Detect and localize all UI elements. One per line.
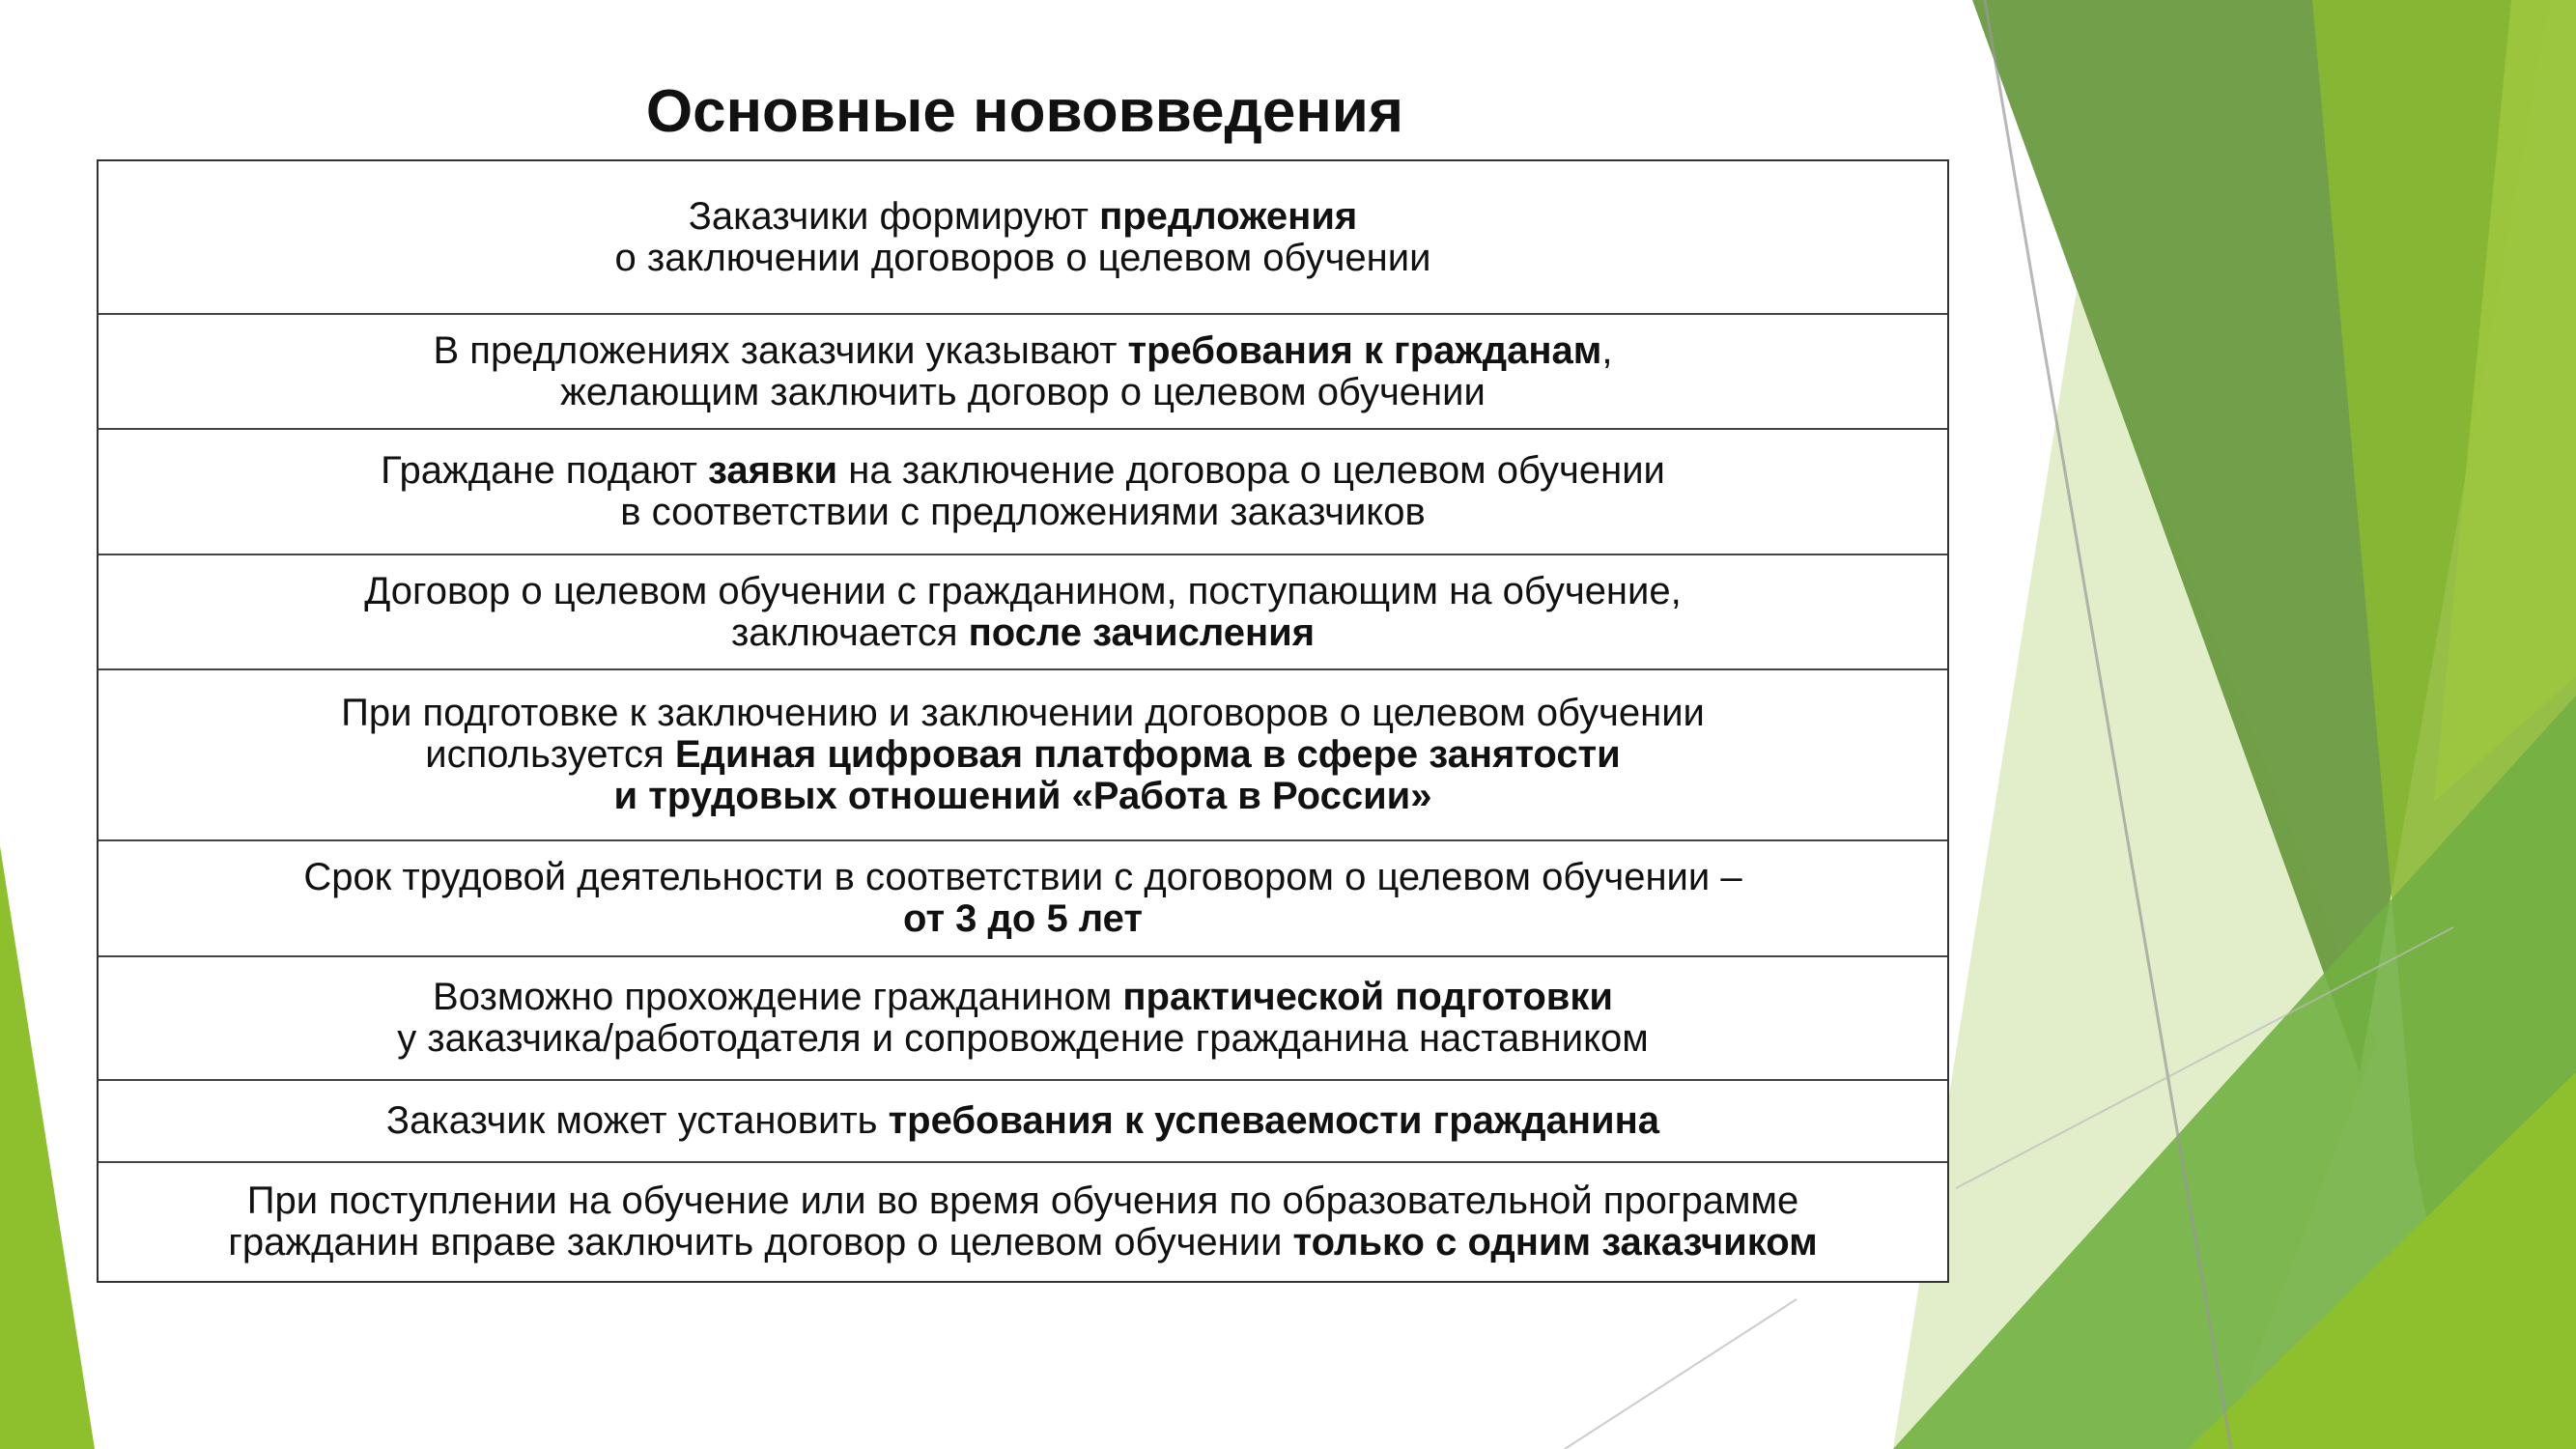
row-bold-text: заявки <box>707 449 838 492</box>
row-text: о заключении договоров о целевом обучении <box>614 236 1431 279</box>
table-row <box>99 313 1947 428</box>
table-row <box>99 668 1947 839</box>
row-text: , <box>1601 328 1613 372</box>
row-text: Договор о целевом обучении с гражданином, поступающим на обучение, <box>364 569 1682 612</box>
table-row <box>99 1161 1947 1281</box>
table-row <box>99 161 1947 313</box>
row-text: Срок трудовой деятельности в соответствии с договором о целевом обучении – <box>303 856 1742 898</box>
row-text: используется <box>425 733 675 776</box>
row-bold-text: и трудовых отношений «Работа в России» <box>613 775 1432 817</box>
left-green-shape <box>0 846 95 1449</box>
row-bold-text: требования к гражданам <box>1127 328 1602 372</box>
row-text: При поступлении на обучение или во время обучения по образовательной программе <box>246 1179 1799 1222</box>
row-text: Возможно прохождение гражданином <box>433 976 1123 1018</box>
row-text: заключается <box>730 611 969 654</box>
row-text: гражданин вправе заключить договор о целевом обучении <box>228 1221 1293 1264</box>
row-text: у заказчика/работодателя и сопровождение гражданина наставником <box>397 1017 1649 1060</box>
row-text: на заключение договора о целевом обучении <box>837 449 1665 492</box>
row-bold-text: требования к успеваемости гражданина <box>888 1099 1660 1142</box>
page-title: Основные нововведения <box>645 78 1404 145</box>
row-bold-text: после зачисления <box>968 611 1316 654</box>
row-bold-text: только с одним заказчиком <box>1292 1221 1818 1264</box>
row-text: в соответствии с предложениями заказчиков <box>620 491 1426 533</box>
table-row <box>99 554 1947 668</box>
row-bold-text: Единая цифровая платформа в сфере занятости <box>674 733 1621 776</box>
table-row <box>99 955 1947 1079</box>
row-bold-text: от 3 до 5 лет <box>903 897 1143 940</box>
row-text: желающим заключить договор о целевом обучении <box>560 370 1486 413</box>
innovations-table <box>97 159 1949 1283</box>
row-bold-text: предложения <box>1099 194 1358 238</box>
row-text: Заказчик может установить <box>385 1099 889 1142</box>
table-row <box>99 1079 1947 1161</box>
table-row <box>99 428 1947 554</box>
row-text: При подготовке к заключению и заключении договоров о целевом обучении <box>341 692 1705 734</box>
decor-line <box>1565 1299 1797 1449</box>
row-bold-text: практической подготовки <box>1122 976 1613 1018</box>
row-text: Граждане подают <box>381 449 708 492</box>
row-text: В предложениях заказчики указывают <box>433 328 1128 372</box>
row-text: Заказчики формируют <box>688 194 1100 238</box>
table-row <box>99 839 1947 955</box>
